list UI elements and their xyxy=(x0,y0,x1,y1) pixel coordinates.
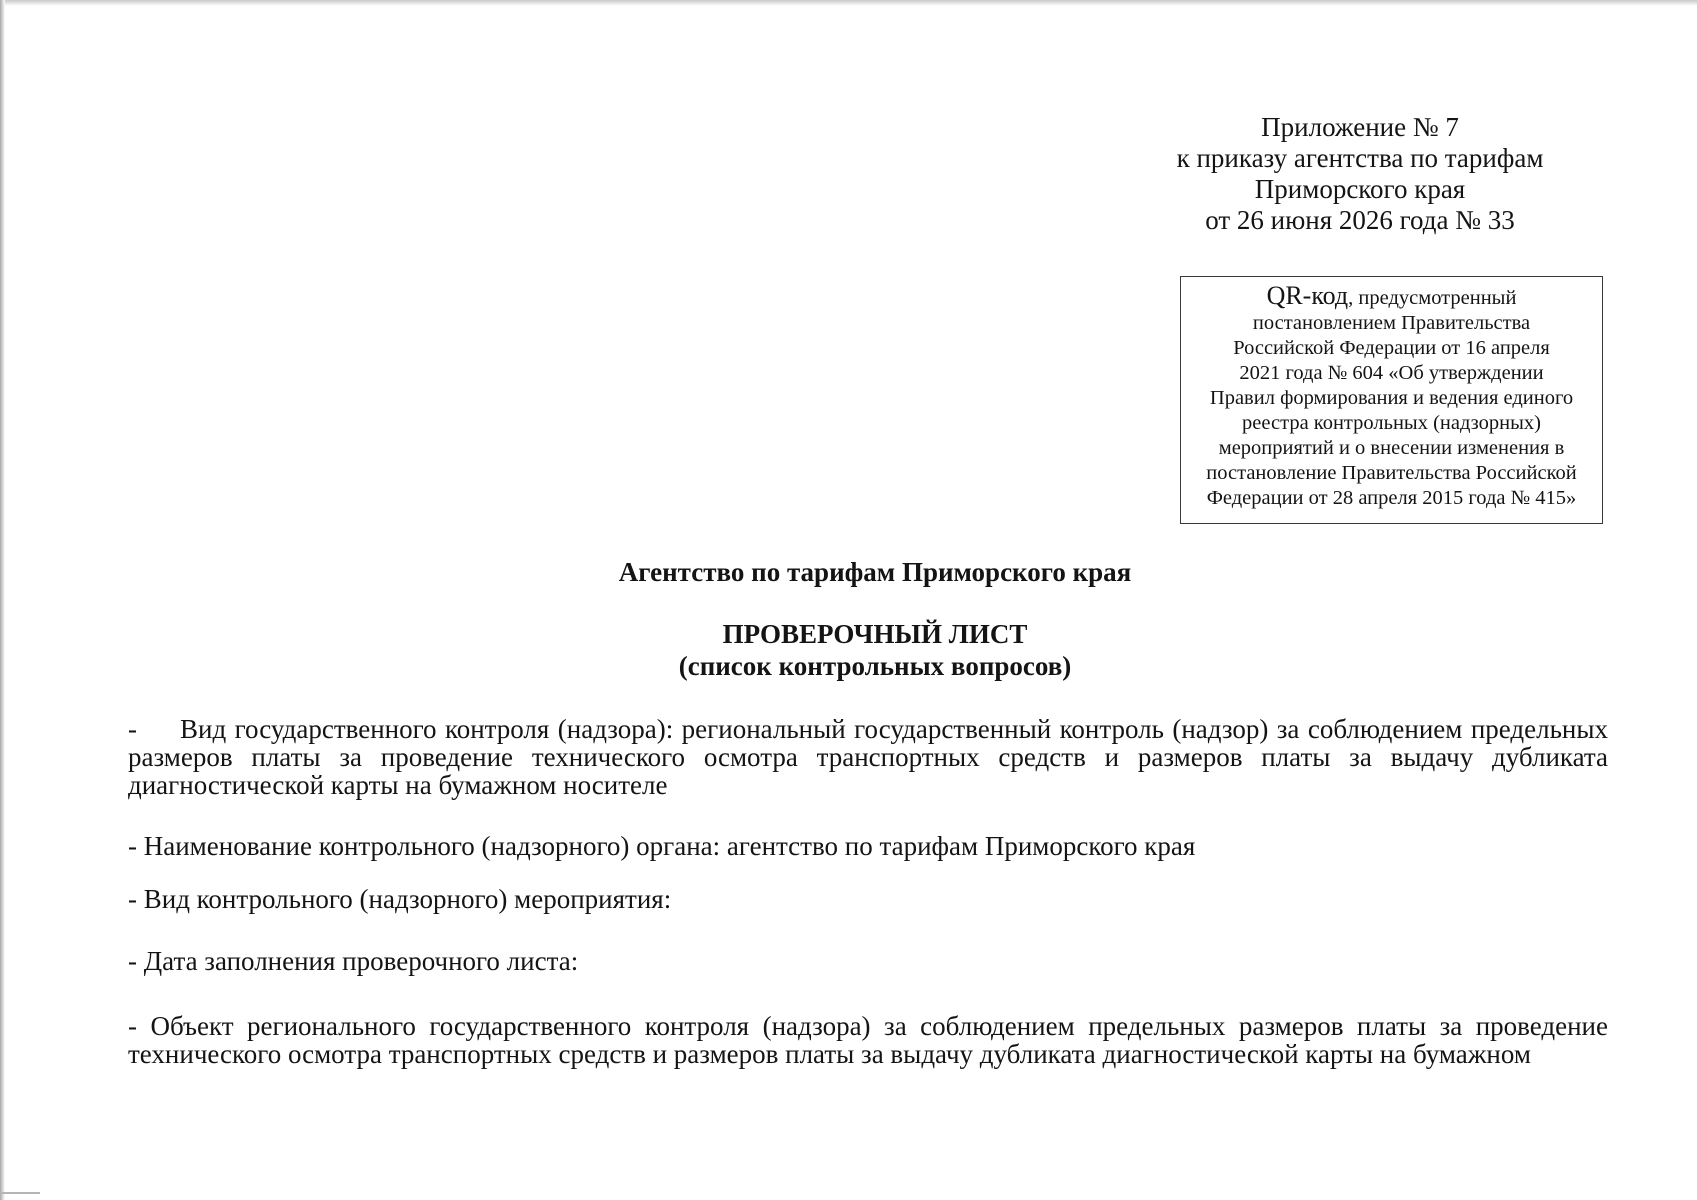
qr-note-line-2: постановлением Правительства xyxy=(1252,312,1531,334)
scan-mark xyxy=(0,1192,40,1194)
qr-note-line-6: реестра контрольных (надзорных) xyxy=(1242,412,1541,434)
item-control-object: - Объект регионального государственного контроля (надзора) за соблюдением предельных размеров платы за проведение технического осмотра транспортных средств и размеров платы за выдачу дубликата диагностической карты на бумажном xyxy=(128,1011,1608,1069)
document-title xyxy=(0,618,1697,682)
item-control-type-text: Вид государственного контроля (надзора): региональный государственный контроль (надзор) за соблюдением предельных размеров платы за проведение технического осмотра транспортных средств и размеров платы за выдачу дубликата диагностической карты на бумажном носителе xyxy=(128,714,1608,800)
qr-label: QR-код xyxy=(1266,281,1349,310)
item-fill-date: - Дата заполнения проверочного листа: xyxy=(128,946,579,976)
item-control-type xyxy=(128,715,1608,799)
qr-note-line-3: Российской Федерации от 16 апреля xyxy=(1233,337,1550,359)
qr-note-line-5: Правил формирования и ведения единого xyxy=(1209,387,1574,409)
scan-edge-top xyxy=(0,0,1697,6)
appendix-date: от 26 июня 2026 года № 33 xyxy=(1205,205,1515,235)
organization-title: Агентство по тарифам Приморского края xyxy=(618,557,1132,587)
item-authority: - Наименование контрольного (надзорного) органа: агентство по тарифам Приморского края xyxy=(128,831,1196,861)
qr-note-line-4: 2021 года № 604 «Об утверждении xyxy=(1239,362,1544,384)
qr-note-line-7: мероприятий и о внесении изменения в xyxy=(1218,437,1565,459)
qr-note-line-9: Федерации от 28 апреля 2015 года № 415» xyxy=(1206,487,1577,509)
item-dash: - xyxy=(128,714,137,744)
item-event-type: - Вид контрольного (надзорного) мероприятия: xyxy=(128,884,672,914)
qr-note-line-1 xyxy=(1181,283,1602,311)
qr-note-line-1-rest: , предусмотренный xyxy=(1348,287,1517,309)
appendix-number: Приложение № 7 xyxy=(1261,112,1459,142)
qr-note-line-8: постановление Правительства Российской xyxy=(1206,462,1577,484)
document-title-sub: (список контрольных вопросов) xyxy=(678,651,1072,681)
document-title-main: ПРОВЕРОЧНЫЙ ЛИСТ xyxy=(722,619,1028,649)
qr-code-note-box xyxy=(1180,276,1603,524)
appendix-header xyxy=(1140,112,1580,236)
scan-edge-left xyxy=(0,0,5,1200)
appendix-order-ref: к приказу агентства по тарифам xyxy=(1176,143,1544,173)
appendix-region: Приморского края xyxy=(1254,174,1466,204)
